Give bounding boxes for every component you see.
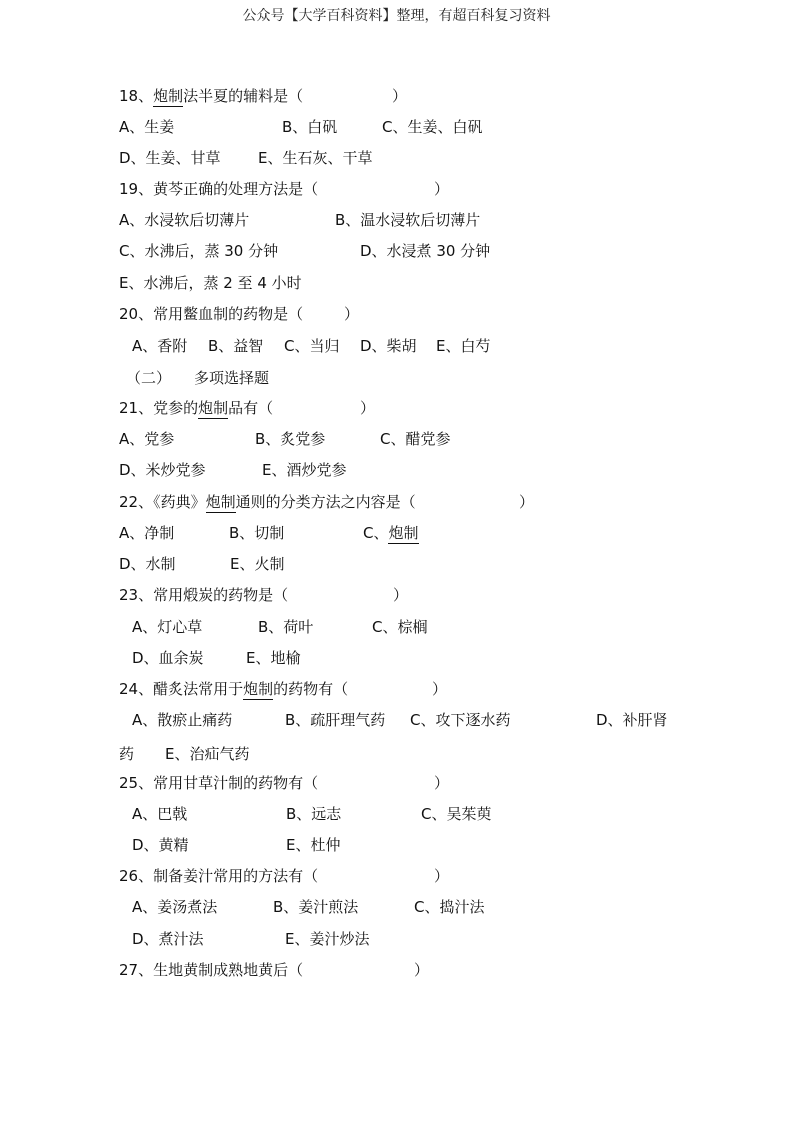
q20-stem: 20、常用鳖血制的药物是（ (119, 305, 304, 323)
q18-close-paren: ） (392, 87, 408, 105)
q24-option-a: A、散瘀止痛药 (132, 711, 233, 729)
page-header: 公众号【大学百科资料】整理，有超百科复习资料 (242, 8, 551, 24)
q22-stem-end: 通则的分类方法之内容是（ (235, 493, 416, 511)
q21-underlined-term: 炮制 (198, 399, 229, 417)
q21-option-b: B、炙党参 (255, 430, 326, 448)
q20-option-d: D、柴胡 (360, 337, 417, 355)
q20-option-c: C、当归 (284, 337, 340, 355)
q25-option-d: D、黄精 (132, 836, 189, 854)
q21-option-d: D、米炒党参 (119, 461, 206, 479)
q22-option-a: A、净制 (119, 524, 175, 542)
q23-option-e: E、地榆 (246, 649, 301, 667)
q18-option-a: A、生姜 (119, 118, 175, 136)
q25-close-paren: ） (434, 774, 450, 792)
q20-option-e: E、白芍 (436, 337, 491, 355)
q21-option-e: E、酒炒党参 (262, 461, 347, 479)
q22-option-e: E、火制 (230, 555, 285, 573)
q21-option-c: C、醋党参 (380, 430, 451, 448)
q19-option-d: D、水浸煮 30 分钟 (360, 242, 491, 260)
q21-stem-start: 21、党参的 (119, 399, 199, 417)
q21-option-a: A、党参 (119, 430, 175, 448)
q24-stem-start: 24、醋炙法常用于 (119, 680, 244, 698)
q24-stem-end: 的药物有（ (273, 680, 349, 698)
q22-option-d: D、水制 (119, 555, 176, 573)
q19-close-paren: ） (434, 180, 450, 198)
q24-close-paren: ） (432, 680, 448, 698)
q24-option-c: C、攻下逐水药 (410, 711, 511, 729)
q23-option-d: D、血余炭 (132, 649, 204, 667)
q22-close-paren: ） (519, 493, 535, 511)
q22-option-c-term: 炮制 (388, 524, 419, 542)
q26-option-c: C、捣汁法 (414, 898, 485, 916)
q23-option-a: A、灯心草 (132, 618, 203, 636)
q26-stem: 26、制备姜汁常用的方法有（ (119, 867, 319, 885)
q26-option-b: B、姜汁煎法 (273, 898, 359, 916)
q26-option-e: E、姜汁炒法 (285, 930, 370, 948)
q26-option-d: D、煮汁法 (132, 930, 204, 948)
q18-option-c: C、生姜、白矾 (382, 118, 483, 136)
q22-stem-start: 22、《药典》 (119, 493, 206, 511)
q19-option-c: C、水沸后，蒸 30 分钟 (119, 242, 279, 260)
q18-option-e: E、生石灰、干草 (258, 149, 373, 167)
section-number: （二） (126, 369, 172, 387)
q19-stem: 19、黄芩正确的处理方法是（ (119, 180, 319, 198)
q21-stem-end: 品有（ (228, 399, 274, 417)
q18-stem: 法半夏的辅料是（ (183, 87, 304, 105)
q18-underlined-term: 炮制 (153, 87, 184, 105)
q20-option-a: A、香附 (132, 337, 188, 355)
q24-underlined-term: 炮制 (243, 680, 274, 698)
q25-option-c: C、吴茱萸 (421, 805, 492, 823)
q26-close-paren: ） (434, 867, 450, 885)
q21-close-paren: ） (360, 399, 376, 417)
q27-close-paren: ） (414, 961, 430, 979)
q23-option-b: B、荷叶 (258, 618, 314, 636)
section-title: 多项选择题 (194, 369, 270, 387)
q22-option-c-letter: C、 (363, 524, 389, 542)
q19-option-a: A、水浸软后切薄片 (119, 211, 250, 229)
q24-option-d: D、补肝肾 (596, 711, 668, 729)
q24-option-b: B、疏肝理气药 (285, 711, 386, 729)
q20-close-paren: ） (344, 305, 360, 323)
q24-option-d-continued: 药 (119, 745, 135, 763)
q27-stem: 27、生地黄制成熟地黄后（ (119, 961, 304, 979)
q24-option-e: E、治疝气药 (165, 745, 250, 763)
q20-option-b: B、益智 (208, 337, 264, 355)
q23-stem: 23、常用煅炭的药物是（ (119, 586, 289, 604)
q19-option-e: E、水沸后，蒸 2 至 4 小时 (119, 274, 302, 292)
q25-option-e: E、杜仲 (286, 836, 341, 854)
q25-option-b: B、远志 (286, 805, 342, 823)
q25-stem: 25、常用甘草汁制的药物有（ (119, 774, 319, 792)
q22-underlined-term: 炮制 (205, 493, 236, 511)
q26-option-a: A、姜汤煮法 (132, 898, 218, 916)
q18-option-d: D、生姜、甘草 (119, 149, 221, 167)
q22-option-b: B、切制 (229, 524, 285, 542)
q18-number: 18、 (119, 87, 154, 105)
q25-option-a: A、巴戟 (132, 805, 188, 823)
q18-option-b: B、白矾 (282, 118, 338, 136)
q19-option-b: B、温水浸软后切薄片 (335, 211, 481, 229)
q23-option-c: C、棕榈 (372, 618, 428, 636)
q23-close-paren: ） (393, 586, 409, 604)
